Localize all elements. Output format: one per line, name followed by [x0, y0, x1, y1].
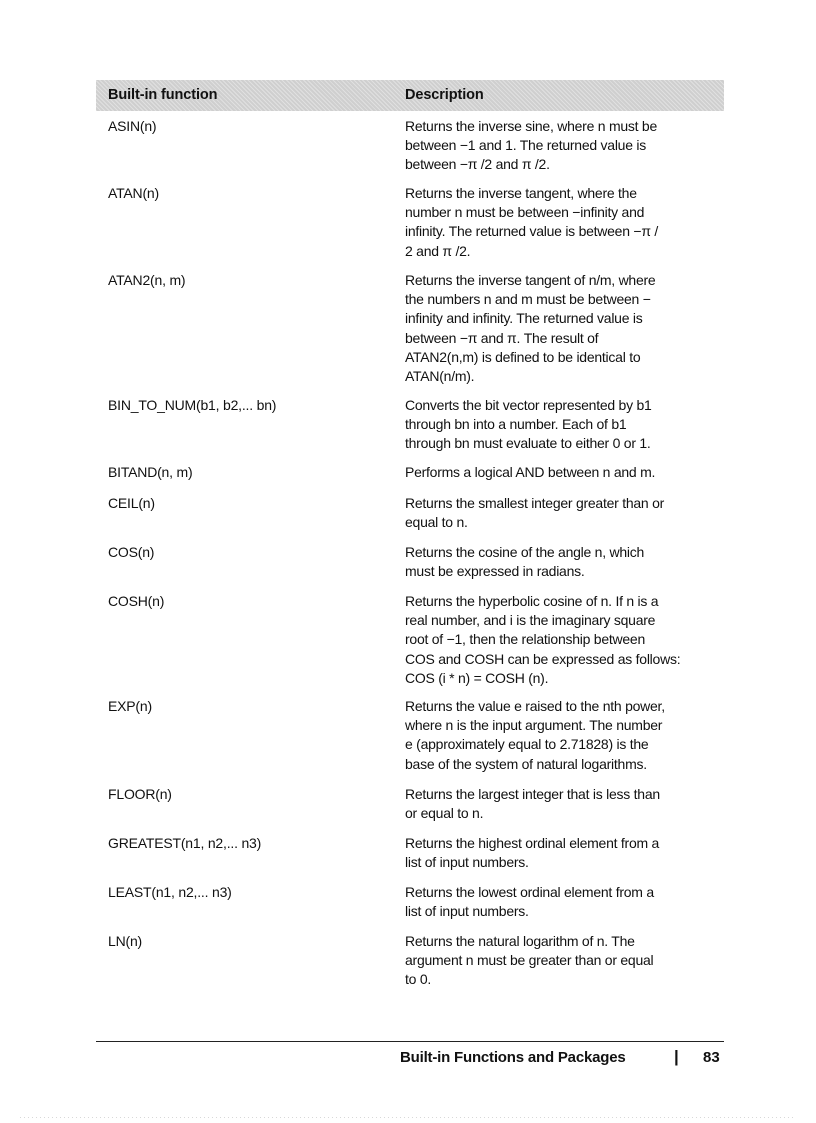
- description-line: 2 and π /2.: [405, 242, 471, 259]
- description-line: Returns the natural logarithm of n. The: [405, 933, 635, 949]
- page-number: 83: [703, 1049, 720, 1066]
- description-line: COS and COSH can be expressed as follows:: [405, 650, 681, 667]
- function-description: [405, 543, 723, 581]
- function-description: [405, 592, 723, 688]
- description-line: ATAN(n/m).: [405, 368, 475, 385]
- description-line: equal to n.: [405, 514, 468, 531]
- description-line: to 0.: [405, 971, 431, 988]
- description-line: Converts the bit vector represented by b1: [405, 397, 652, 413]
- function-name: LN(n): [108, 933, 143, 949]
- function-description: [405, 396, 723, 454]
- description-line: Returns the smallest integer greater than or: [405, 495, 665, 511]
- function-name: GREATEST(n1, n2,... n3): [108, 835, 262, 851]
- function-description: [405, 883, 723, 921]
- description-line: Returns the inverse tangent of n/m, where: [405, 272, 656, 288]
- function-description: [405, 271, 723, 386]
- function-description: [405, 932, 723, 990]
- description-line: Performs a logical AND between n and m.: [405, 464, 656, 480]
- description-line: number n must be between −infinity and: [405, 204, 645, 221]
- function-name: COSH(n): [108, 593, 165, 609]
- description-line: infinity and infinity. The returned value is: [405, 310, 643, 327]
- description-line: list of input numbers.: [405, 854, 529, 871]
- description-line: e (approximately equal to 2.71828) is the: [405, 736, 649, 753]
- function-name: BITAND(n, m): [108, 464, 193, 480]
- description-line: Returns the highest ordinal element from a: [405, 835, 660, 851]
- function-name: CEIL(n): [108, 495, 155, 511]
- function-name: ASIN(n): [108, 118, 157, 134]
- function-name: LEAST(n1, n2,... n3): [108, 884, 232, 900]
- footer-divider: [96, 1041, 724, 1042]
- column-header-function: Built-in function: [108, 87, 218, 103]
- function-description: [405, 494, 723, 532]
- function-name: COS(n): [108, 544, 155, 560]
- description-line: through bn into a number. Each of b1: [405, 416, 627, 433]
- page-edge-dots: [20, 1117, 796, 1118]
- function-name: ATAN2(n, m): [108, 272, 186, 288]
- description-line: between −π and π. The result of: [405, 329, 599, 346]
- description-line: must be expressed in radians.: [405, 563, 585, 580]
- description-line: infinity. The returned value is between −π /: [405, 223, 659, 240]
- description-line: base of the system of natural logarithms.: [405, 755, 647, 772]
- function-description: [405, 184, 723, 261]
- function-name: EXP(n): [108, 698, 152, 714]
- description-line: root of −1, then the relationship between: [405, 631, 645, 648]
- description-line: Returns the hyperbolic cosine of n. If n is a: [405, 593, 659, 609]
- table-header: [96, 80, 724, 111]
- description-line: the numbers n and m must be between −: [405, 291, 651, 308]
- function-description: [405, 697, 723, 774]
- function-description: [405, 463, 723, 482]
- description-line: Returns the largest integer that is less than: [405, 786, 660, 802]
- description-line: between −π /2 and π /2.: [405, 156, 550, 173]
- description-line: ATAN2(n,m) is defined to be identical to: [405, 348, 641, 365]
- function-description: [405, 117, 723, 175]
- function-name: BIN_TO_NUM(b1, b2,... bn): [108, 397, 277, 413]
- function-description: [405, 834, 723, 872]
- description-line: Returns the cosine of the angle n, which: [405, 544, 645, 560]
- description-line: or equal to n.: [405, 805, 484, 822]
- description-line: Returns the inverse tangent, where the: [405, 185, 637, 201]
- description-line: between −1 and 1. The returned value is: [405, 137, 646, 154]
- description-line: real number, and i is the imaginary square: [405, 612, 656, 629]
- column-header-description: Description: [405, 87, 484, 103]
- function-name: FLOOR(n): [108, 786, 172, 802]
- description-line: Returns the inverse sine, where n must be: [405, 118, 657, 134]
- function-name: ATAN(n): [108, 185, 159, 201]
- footer-section-title: Built-in Functions and Packages: [400, 1049, 626, 1066]
- description-line: Returns the lowest ordinal element from a: [405, 884, 654, 900]
- description-line: list of input numbers.: [405, 903, 529, 920]
- description-line: COS (i * n) = COSH (n).: [405, 669, 549, 686]
- description-line: through bn must evaluate to either 0 or 1.: [405, 435, 651, 452]
- function-description: [405, 785, 723, 823]
- description-line: where n is the input argument. The number: [405, 717, 663, 734]
- description-line: Returns the value e raised to the nth power,: [405, 698, 665, 714]
- description-line: argument n must be greater than or equal: [405, 952, 654, 969]
- footer-separator: |: [674, 1047, 679, 1066]
